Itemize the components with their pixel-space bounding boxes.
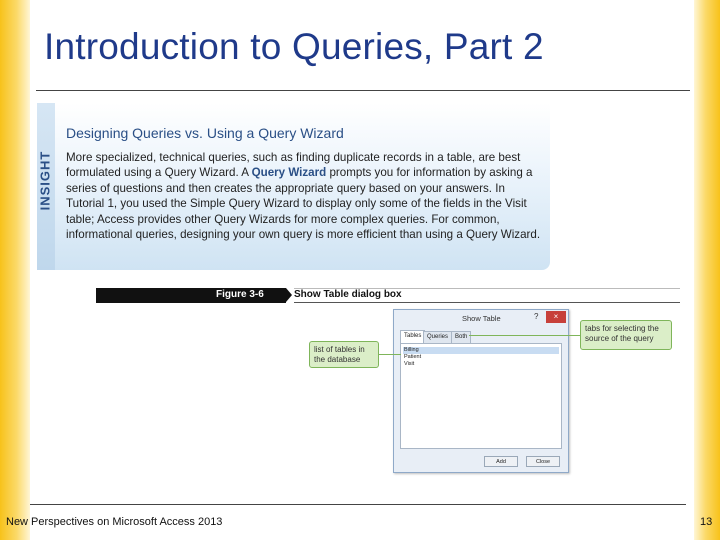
insight-body	[66, 150, 544, 242]
list-item[interactable]: Patient	[404, 354, 422, 360]
figure-rule-bottom	[294, 302, 680, 303]
close-icon[interactable]: ×	[546, 311, 566, 323]
title-divider	[36, 90, 690, 91]
slide-title: Introduction to Queries, Part 2	[44, 26, 544, 67]
insight-body-part-2: prompts you for information by asking a series of questions and then creates the appropriate query based on your answers. In Tutorial 1, you used the Simple Query Wizard to display only some of the fields in the Visit table; Access provides other Query Wizards for more complex queries. For common, informational queries, designing your own query is more efficient than using a Query Wizard.	[66, 166, 541, 242]
close-button[interactable]: Close	[526, 456, 560, 467]
table-list	[400, 343, 562, 449]
callout-table-list: list of tables in the database	[309, 341, 379, 368]
dialog-title-bar	[394, 310, 568, 326]
list-item[interactable]: Billing	[403, 347, 559, 354]
list-item[interactable]: Visit	[404, 361, 415, 367]
callout-connector-left	[379, 354, 401, 355]
insight-tab	[37, 103, 55, 270]
add-button[interactable]: Add	[484, 456, 518, 467]
footer-text: New Perspectives on Microsoft Access 2013	[6, 516, 223, 528]
help-button[interactable]: ?	[534, 312, 539, 321]
figure-caption: Show Table dialog box	[294, 289, 402, 300]
figure-arrow	[286, 288, 292, 302]
footer-divider	[30, 504, 686, 505]
insight-heading: Designing Queries vs. Using a Query Wizard	[66, 125, 344, 141]
figure-rule-top	[294, 288, 680, 289]
tab-queries[interactable]: Queries	[423, 331, 452, 343]
insight-body-part-1: More specialized, technical queries, such as finding duplicate records in a table, are best formulated using a Query Wizard. A	[66, 151, 521, 180]
figure-caption-bar	[96, 288, 680, 303]
callout-connector-right	[469, 335, 580, 336]
dialog-title: Show Table	[462, 314, 501, 323]
tab-both[interactable]: Both	[451, 331, 471, 343]
insight-box	[37, 103, 550, 270]
insight-tab-label: INSIGHT	[37, 150, 53, 211]
insight-body-term: Query Wizard	[251, 166, 327, 180]
tab-tables[interactable]: Tables	[400, 330, 425, 343]
right-decorative-edge	[694, 0, 720, 540]
figure-number: Figure 3-6	[216, 289, 264, 300]
show-table-dialog	[393, 309, 569, 473]
left-decorative-edge	[0, 0, 30, 540]
callout-tabs: tabs for selecting the source of the query	[580, 320, 672, 350]
page-number: 13	[700, 516, 713, 528]
